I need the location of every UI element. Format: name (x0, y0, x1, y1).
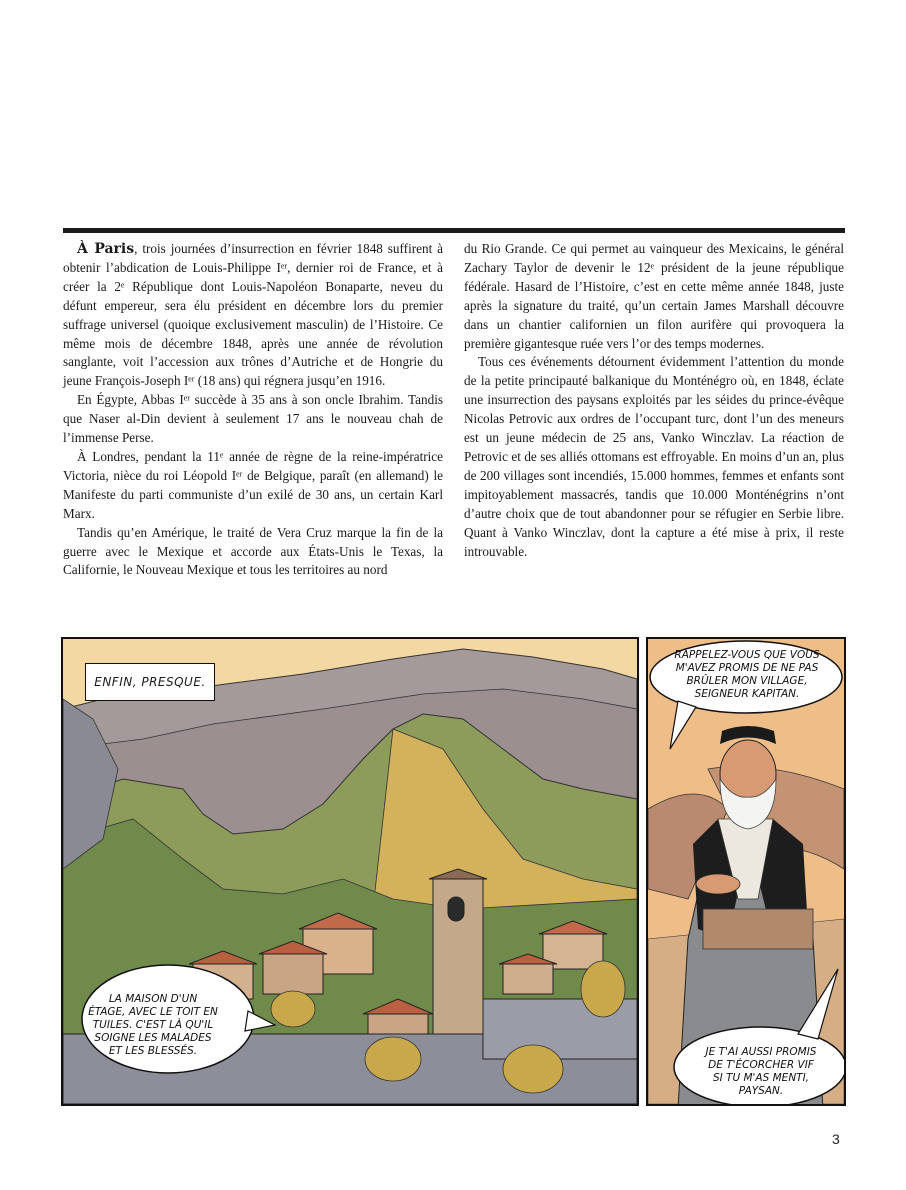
page-number: 3 (832, 1131, 840, 1147)
balloon-text-peasant: RAPPELEZ-VOUS QUE VOUS M'AVEZ PROMIS DE NE PAS BRÛLER MON VILLAGE, SEIGNEUR KAPITAN. (674, 649, 820, 700)
section-rule (63, 228, 845, 233)
article-left-column (63, 240, 443, 580)
paragraph-londres: À Londres, pendant la 11ᵉ année de règne de la reine-impératrice Victoria, nièce du roi Léopold Iᵉʳ de Belgique, paraît (en allemand) le Manifeste du parti communiste d’un exilé de 30 ans, un certain Karl Marx. (63, 448, 443, 521)
lead-word: À Paris (77, 241, 135, 257)
balloon-text-kapitan: JE T'AI AUSSI PROMIS DE T'ÉCORCHER VIF SI TU M'AS MENTI, PAYSAN. (705, 1046, 817, 1097)
article-right-column (464, 240, 844, 561)
paragraph-egypte: En Égypte, Abbas Iᵉʳ succède à 35 ans à son oncle Ibrahim. Tandis que Naser al-Din devient à seulement 17 ans le nouveau chah de l’immense Perse. (63, 392, 443, 446)
paragraph-amerique: Tandis qu’en Amérique, le traité de Vera Cruz marque la fin de la guerre avec le Mexique et accorde aux États-Unis le Texas, la Californie, le Nouveau Mexique et tous les territoires au nord (63, 524, 443, 578)
peasant-illustration (648, 639, 844, 1104)
paragraph-montenegro: Tous ces événements détournent évidemment l’attention du monde de la petite principauté balkanique du Monténégro où, en 1848, éclate une insurrection des paysans exploités par les séides du prince-évêque Nicolas Petrovic aux ordres de l’occupant turc, dont l’un des meneurs est un jeune médecin de 25 ans, Vanko Winczlav. La réaction de Petrovic et de ses alliés ottomans est effroyable. En moins d’un an, plus de 200 villages sont incendiés, 15.000 hommes, femmes et enfants sont impitoyablement massacrés, tandis que 10.000 Monténégrins n’ont d’autre choix que de tout abandonner pour se réfugier en Serbie libre. Quant à Vanko Winczlav, dont la capture a été mise à prix, il reste introuvable. (464, 354, 844, 559)
panel-caption: ENFIN, PRESQUE. (85, 663, 215, 701)
paragraph-rio-grande: du Rio Grande. Ce qui permet au vainqueur des Mexicains, le général Zachary Taylor de devenir le 12ᵉ président de la jeune république fédérale. Hasard de l’Histoire, c’est en cette même année 1848, juste après la signature du traité, qu’un certain James Marshall découvre dans un chantier californien un filon aurifère qui provoquera la première gigantesque ruée vers l’or des temps modernes. (464, 241, 844, 351)
paragraph-paris: À Paris, trois journées d’insurrection en février 1848 suffirent à obtenir l’abdication de Louis-Philippe Iᵉʳ, dernier roi de France, et à créer la 2ᵉ République dont Louis-Napoléon Bonaparte, neveu du défunt empereur, sera élu président en décembre lors du premier suffrage universel (quoique exclusivement masculin) de l’Histoire. Ce même mois de décembre 1848, après une année de révolution sanglante, voit l’accession aux trônes d’Autriche et de Hongrie du jeune François-Joseph Iᵉʳ (18 ans) qui régnera jusqu’en 1916. (63, 241, 443, 389)
paragraph-text: trois journées d’insurrection en février 1848 suffirent à obtenir l’abdication de Louis-Philippe Iᵉʳ, dernier roi de France, et à créer la 2ᵉ République dont Louis-Napoléon Bonaparte, neveu du défunt empereur, sera élu président en décembre lors du premier suffrage universel (quoique exclusivement masculin) de l’Histoire. Ce même mois de décembre 1848, après une année de révolution sanglante, voit l’accession aux trônes d’Autriche et de Hongrie du jeune François-Joseph Iᵉʳ (18 ans) qui régnera jusqu’en 1916. (63, 241, 443, 389)
comic-panel-peasant (646, 637, 846, 1106)
balloon-text-village: LA MAISON D'UN ÉTAGE, AVEC LE TOIT EN TUILES. C'EST LÀ QU'IL SOIGNE LES MALADES ET LES BLESSÉS. (88, 993, 218, 1057)
